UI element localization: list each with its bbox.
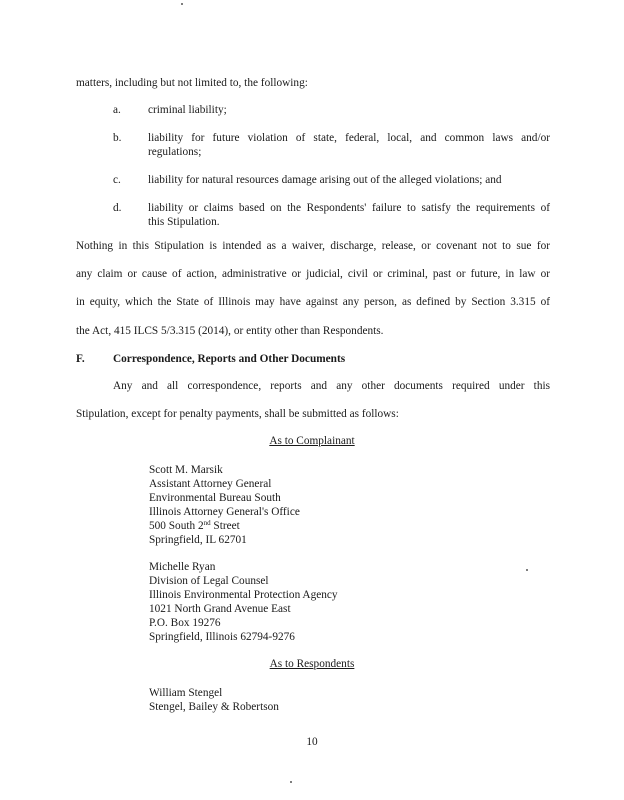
page-number: 10 <box>306 736 318 748</box>
respondents-heading: As to Respondents <box>269 658 355 670</box>
any-paragraph-line2: Stipulation, except for penalty payments, shall be submitted as follows: <box>76 408 399 420</box>
nothing-paragraph-line2: any claim or cause of action, administrative or judicial, civil or criminal, past or future, in law or <box>76 268 550 280</box>
list-marker-c: c. <box>113 174 121 186</box>
address2-title: Division of Legal Counsel <box>149 575 269 587</box>
address2-po-box: P.O. Box 19276 <box>149 617 221 629</box>
address2-city: Springfield, Illinois 62794-9276 <box>149 631 295 643</box>
list-item-d-line2: this Stipulation. <box>148 216 220 228</box>
complainant-heading: As to Complainant <box>269 435 355 447</box>
respondent-firm: Stengel, Bailey & Robertson <box>149 701 279 713</box>
address1-city: Springfield, IL 62701 <box>149 534 247 546</box>
list-marker-b: b. <box>113 132 122 144</box>
address1-title: Assistant Attorney General <box>149 478 272 490</box>
address2-office: 1021 North Grand Avenue East <box>149 603 291 615</box>
list-item-d-line1: liability or claims based on the Respondents' failure to satisfy the requirements of <box>148 202 550 214</box>
scan-speck <box>181 3 183 5</box>
list-item-b-line1: liability for future violation of state, federal, local, and common laws and/or <box>148 132 550 144</box>
section-letter: F. <box>76 353 85 365</box>
nothing-paragraph-line3: in equity, which the State of Illinois may have against any person, as defined by Section 3.315 of <box>76 296 550 308</box>
address1-name: Scott M. Marsik <box>149 464 223 476</box>
list-marker-d: d. <box>113 202 122 214</box>
section-title: Correspondence, Reports and Other Documents <box>113 353 346 365</box>
respondent-name: William Stengel <box>149 687 223 699</box>
list-item-b-line2: regulations; <box>148 146 202 158</box>
scan-speck <box>290 781 292 783</box>
intro-line: matters, including but not limited to, the following: <box>76 77 308 89</box>
address2-unit: Illinois Environmental Protection Agency <box>149 589 338 601</box>
list-marker-a: a. <box>113 104 121 116</box>
list-item-a: criminal liability; <box>148 104 227 116</box>
address1-unit: Environmental Bureau South <box>149 492 281 504</box>
scan-speck <box>526 569 528 571</box>
list-item-c: liability for natural resources damage arising out of the alleged violations; and <box>148 174 502 186</box>
address1-street: 500 South 2nd Street <box>149 519 240 532</box>
address2-name: Michelle Ryan <box>149 561 216 573</box>
address1-office: Illinois Attorney General's Office <box>149 506 300 518</box>
nothing-paragraph-line4: the Act, 415 ILCS 5/3.315 (2014), or entity other than Respondents. <box>76 325 384 337</box>
nothing-paragraph-line1: Nothing in this Stipulation is intended as a waiver, discharge, release, or covenant not to sue for <box>76 240 550 252</box>
any-paragraph-line1: Any and all correspondence, reports and any other documents required under this <box>113 380 550 392</box>
